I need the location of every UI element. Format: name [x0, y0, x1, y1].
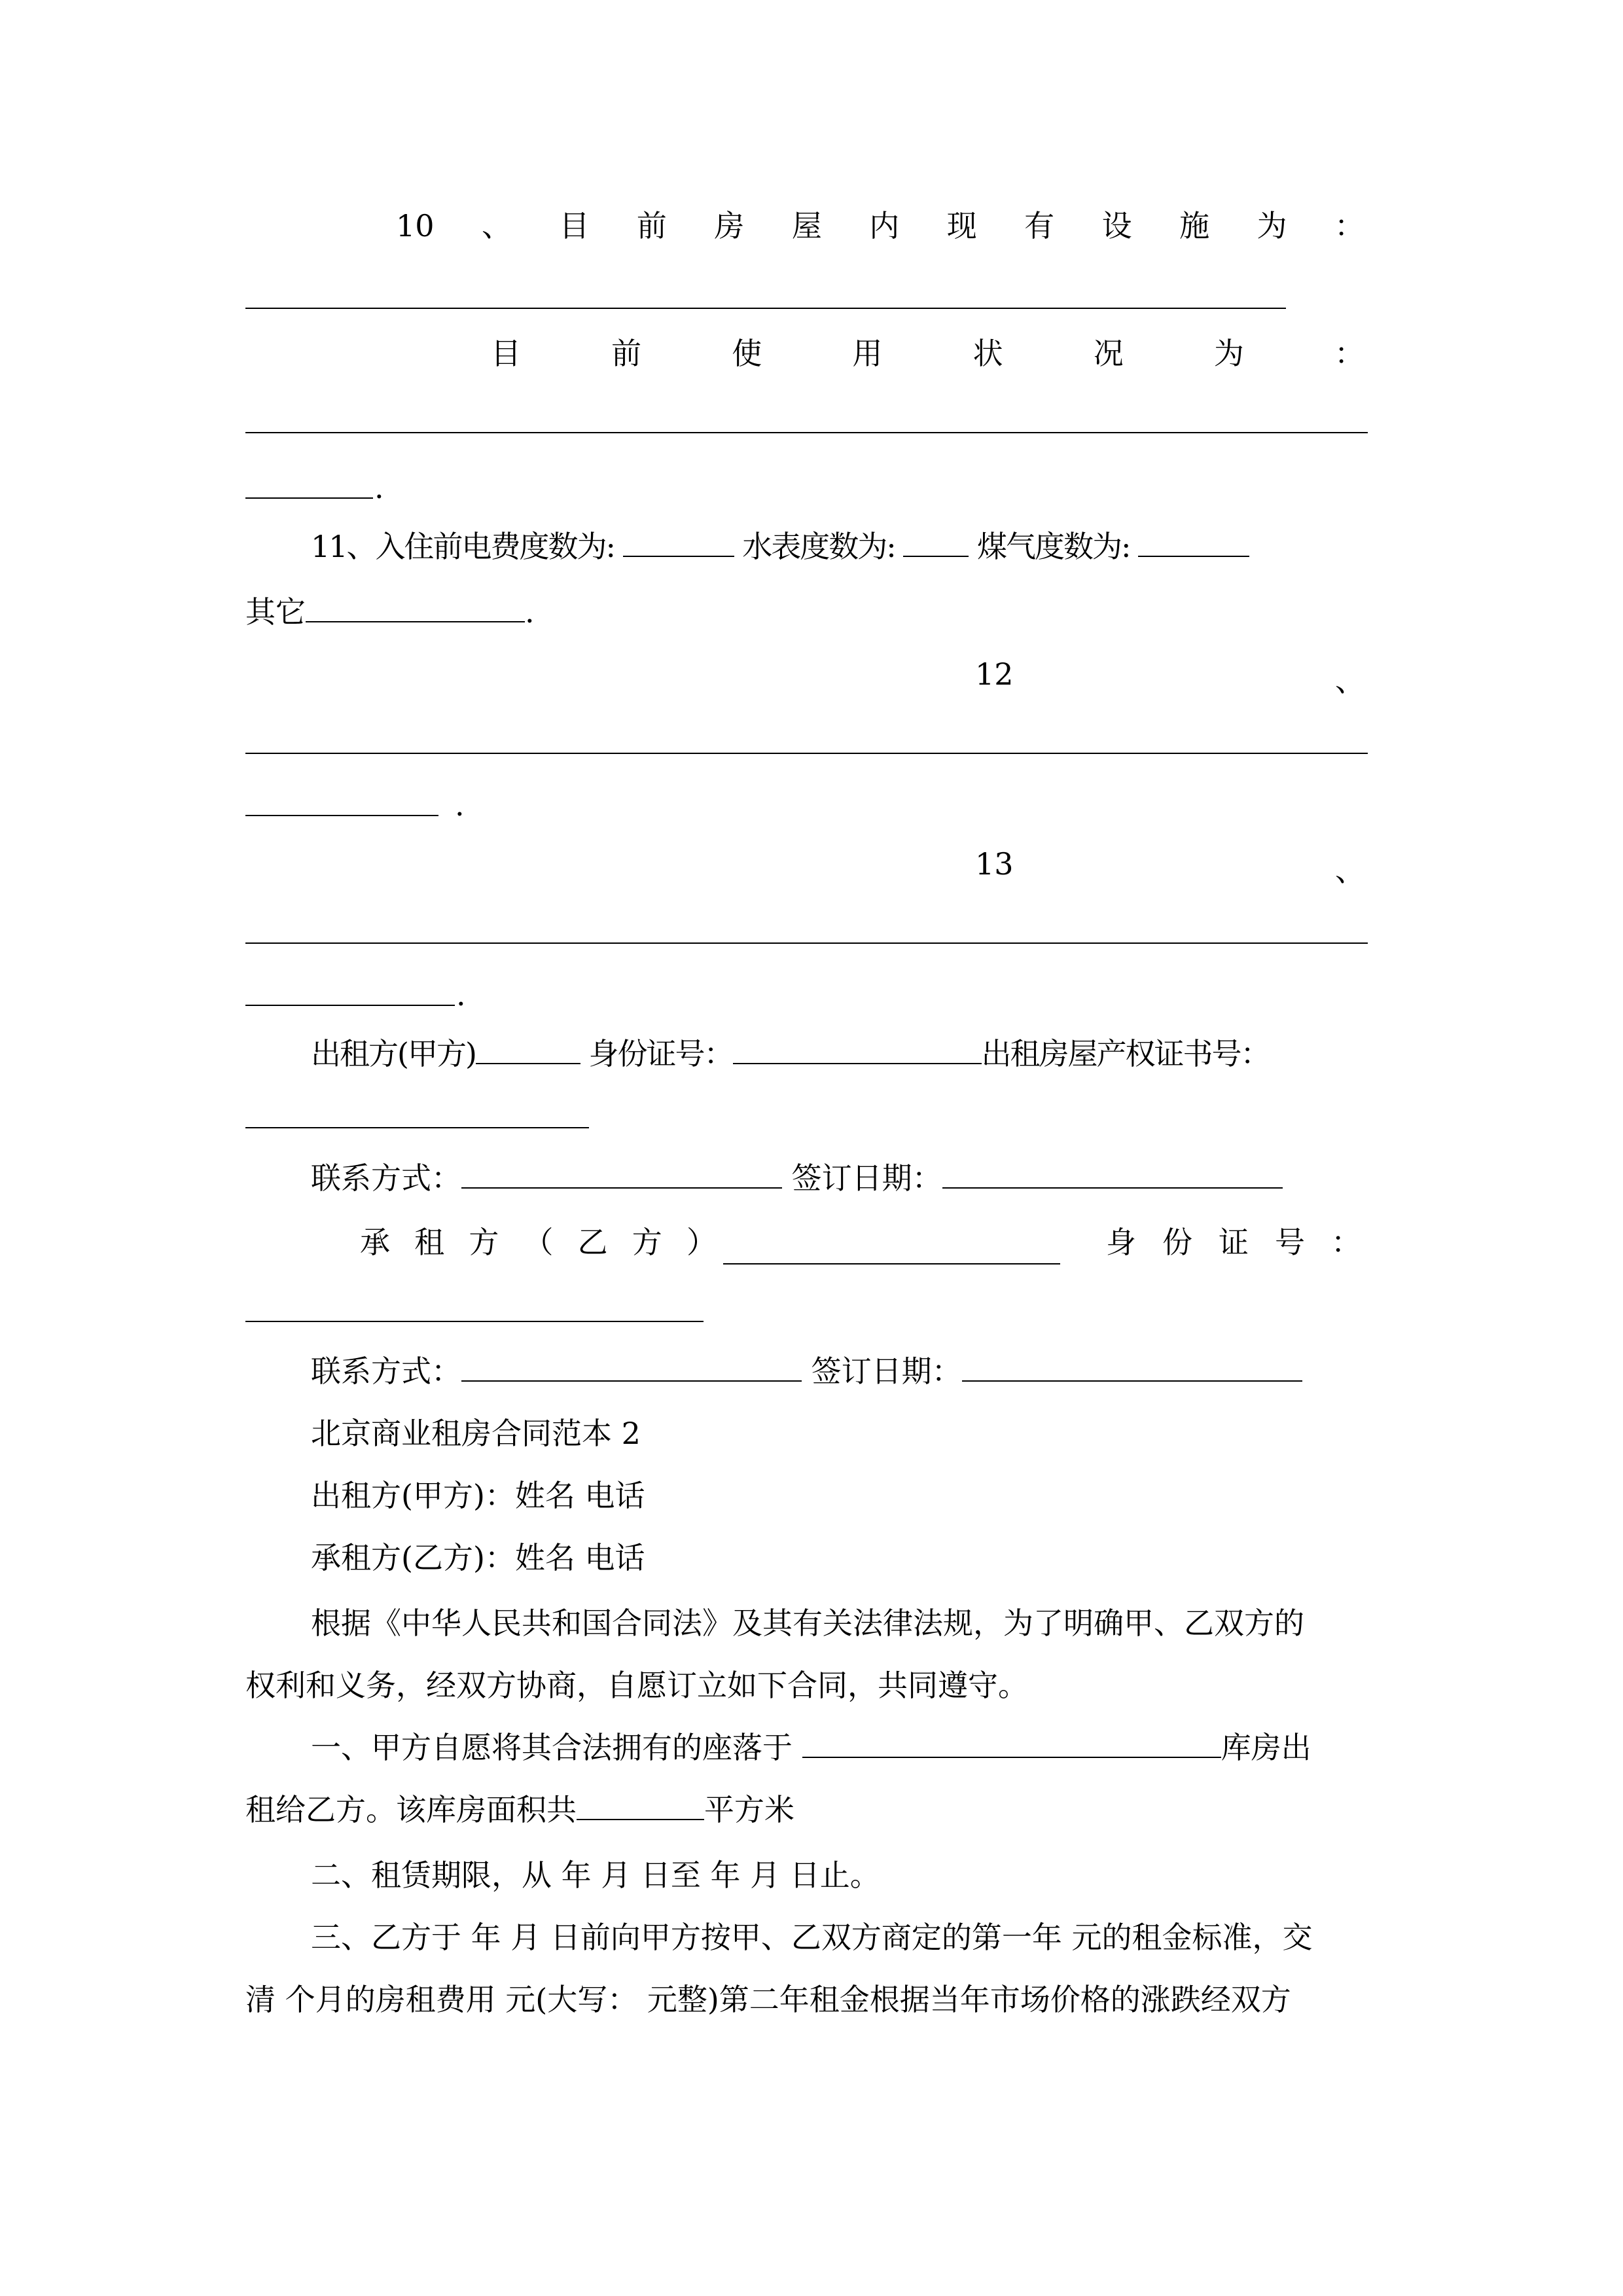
- gas-label: 煤气度数为:: [977, 529, 1130, 564]
- usage-char: 目: [491, 336, 521, 371]
- item10-number: 10: [396, 208, 435, 243]
- item10-char: 目: [559, 208, 590, 243]
- deed-number-blank[interactable]: [245, 1127, 589, 1128]
- lessee-party-line: [360, 1223, 717, 1262]
- lessee-contact-line: [311, 1352, 1302, 1391]
- lessor-name-blank[interactable]: [476, 1034, 580, 1064]
- item10-char: 设: [1101, 208, 1132, 243]
- item11-end-period: .: [525, 594, 535, 630]
- lessee-contact-blank[interactable]: [461, 1352, 802, 1382]
- lessee-id-char: 证: [1219, 1225, 1249, 1260]
- template2-title: 北京商业租房合同范本 2: [311, 1416, 641, 1451]
- deed-label: 出租房屋产权证书号：: [981, 1036, 1270, 1071]
- location-blank[interactable]: [802, 1728, 1221, 1758]
- item10-char: 房: [714, 208, 745, 243]
- item12-end-period: .: [455, 787, 465, 823]
- item11-meter-line: [311, 527, 1249, 566]
- intro-line-2: 权利和义务，经双方协商，自愿订立如下合同，共同遵守。: [245, 1668, 1028, 1703]
- area-blank[interactable]: [577, 1790, 704, 1820]
- clause1-text-c: 租给乙方。该库房面积共: [245, 1792, 577, 1827]
- clause1-text-b: 库房出: [1221, 1730, 1311, 1765]
- usage-char: 状: [972, 336, 1003, 371]
- item13-blank[interactable]: [245, 942, 1368, 944]
- water-blank[interactable]: [903, 527, 969, 557]
- usage-char: ：: [1334, 336, 1364, 371]
- other-blank[interactable]: [306, 592, 525, 622]
- clause1-text-d: 平方米: [704, 1792, 794, 1827]
- electric-label: 11、入住前电费度数为:: [311, 529, 615, 564]
- lessor-date-label: 签订日期：: [791, 1160, 942, 1196]
- water-label: 水表度数为:: [742, 529, 895, 564]
- lessee-name-blank[interactable]: [723, 1263, 1060, 1265]
- clause1-line-2: [245, 1790, 794, 1829]
- lessor-id-label: 身份证号：: [588, 1036, 733, 1071]
- intro-line-1: 根据《中华人民共和国合同法》及其有关法律法规，为了明确甲、乙双方的: [311, 1605, 1304, 1641]
- electric-blank[interactable]: [623, 527, 734, 557]
- item10-char: 屋: [791, 208, 822, 243]
- lessor-line: [311, 1034, 1270, 1073]
- lessor-date-blank[interactable]: [942, 1158, 1283, 1189]
- lessor-contact-label: 联系方式：: [311, 1160, 461, 1196]
- lessor-party-label: 出租方(甲方): [311, 1036, 476, 1071]
- other-label: 其它: [245, 594, 306, 630]
- lessee-char: 承: [360, 1225, 390, 1260]
- clause2-line: 二、租赁期限，从 年 月 日至 年 月 日止。: [311, 1857, 880, 1893]
- clause1-text-a: 一、甲方自愿将其合法拥有的座落于: [311, 1730, 802, 1765]
- item10-char: ：: [1334, 208, 1364, 243]
- item12-blank-end[interactable]: [245, 815, 438, 816]
- lessee-date-label: 签订日期：: [811, 1354, 962, 1389]
- lessee-id-char: 身: [1106, 1225, 1136, 1260]
- lessor-contact-line: [311, 1158, 1283, 1198]
- party-b-line: 承租方(乙方)：姓名 电话: [311, 1540, 645, 1575]
- item10-usage-blank[interactable]: [245, 432, 1368, 433]
- item13-blank-end[interactable]: [245, 1005, 455, 1006]
- item10-usage-line: [491, 334, 1364, 373]
- item10-end-period: .: [374, 470, 384, 505]
- lessee-char: 租: [414, 1225, 445, 1260]
- lessee-char: 方: [632, 1225, 662, 1260]
- clause3-line-1: 三、乙方于 年 月 日前向甲方按甲、乙双方商定的第一年 元的租金标准，交: [311, 1920, 1313, 1955]
- item11-other-line: [245, 592, 535, 632]
- item13-mark: 、: [1335, 853, 1365, 888]
- item10-char: 现: [946, 208, 977, 243]
- lessee-char: 乙: [577, 1225, 608, 1260]
- lessee-char: 方: [469, 1225, 499, 1260]
- lessee-date-blank[interactable]: [962, 1352, 1302, 1382]
- clause1-line-1: [311, 1728, 1311, 1767]
- usage-char: 为: [1213, 336, 1244, 371]
- usage-char: 用: [852, 336, 883, 371]
- party-a-line: 出租方(甲方)：姓名 电话: [311, 1478, 645, 1513]
- item10-facilities-line: [396, 206, 1364, 245]
- item13-end-period: .: [456, 977, 466, 1013]
- lessor-contact-blank[interactable]: [461, 1158, 782, 1189]
- lessee-id-char: 份: [1162, 1225, 1192, 1260]
- item10-char: 、: [482, 208, 512, 243]
- lessee-contact-label: 联系方式：: [311, 1354, 461, 1389]
- lessor-id-blank[interactable]: [733, 1034, 982, 1064]
- usage-char: 前: [611, 336, 642, 371]
- item12-mark: 、: [1335, 663, 1365, 698]
- item12-blank[interactable]: [245, 753, 1368, 754]
- lessee-char: （: [523, 1225, 554, 1260]
- item10-char: 为: [1257, 208, 1287, 243]
- lessee-id-line: [1106, 1223, 1361, 1262]
- item10-facilities-blank[interactable]: [245, 308, 1286, 309]
- usage-char: 使: [732, 336, 762, 371]
- lessee-char: ）: [686, 1225, 717, 1260]
- item10-char: 内: [869, 208, 900, 243]
- item13-number: 13: [975, 846, 1014, 882]
- usage-char: 况: [1093, 336, 1124, 371]
- item10-char: 施: [1179, 208, 1210, 243]
- gas-blank[interactable]: [1138, 527, 1249, 557]
- lessee-id-char: ：: [1331, 1225, 1361, 1260]
- item10-usage-blank-end[interactable]: [245, 497, 373, 499]
- lessee-id-blank[interactable]: [245, 1321, 704, 1322]
- item12-number: 12: [975, 656, 1014, 692]
- item10-char: 前: [636, 208, 667, 243]
- clause3-line-2: 清 个月的房租费用 元(大写： 元整)第二年租金根据当年市场价格的涨跌经双方: [245, 1982, 1291, 2017]
- lessee-id-char: 号: [1275, 1225, 1305, 1260]
- item10-char: 有: [1024, 208, 1055, 243]
